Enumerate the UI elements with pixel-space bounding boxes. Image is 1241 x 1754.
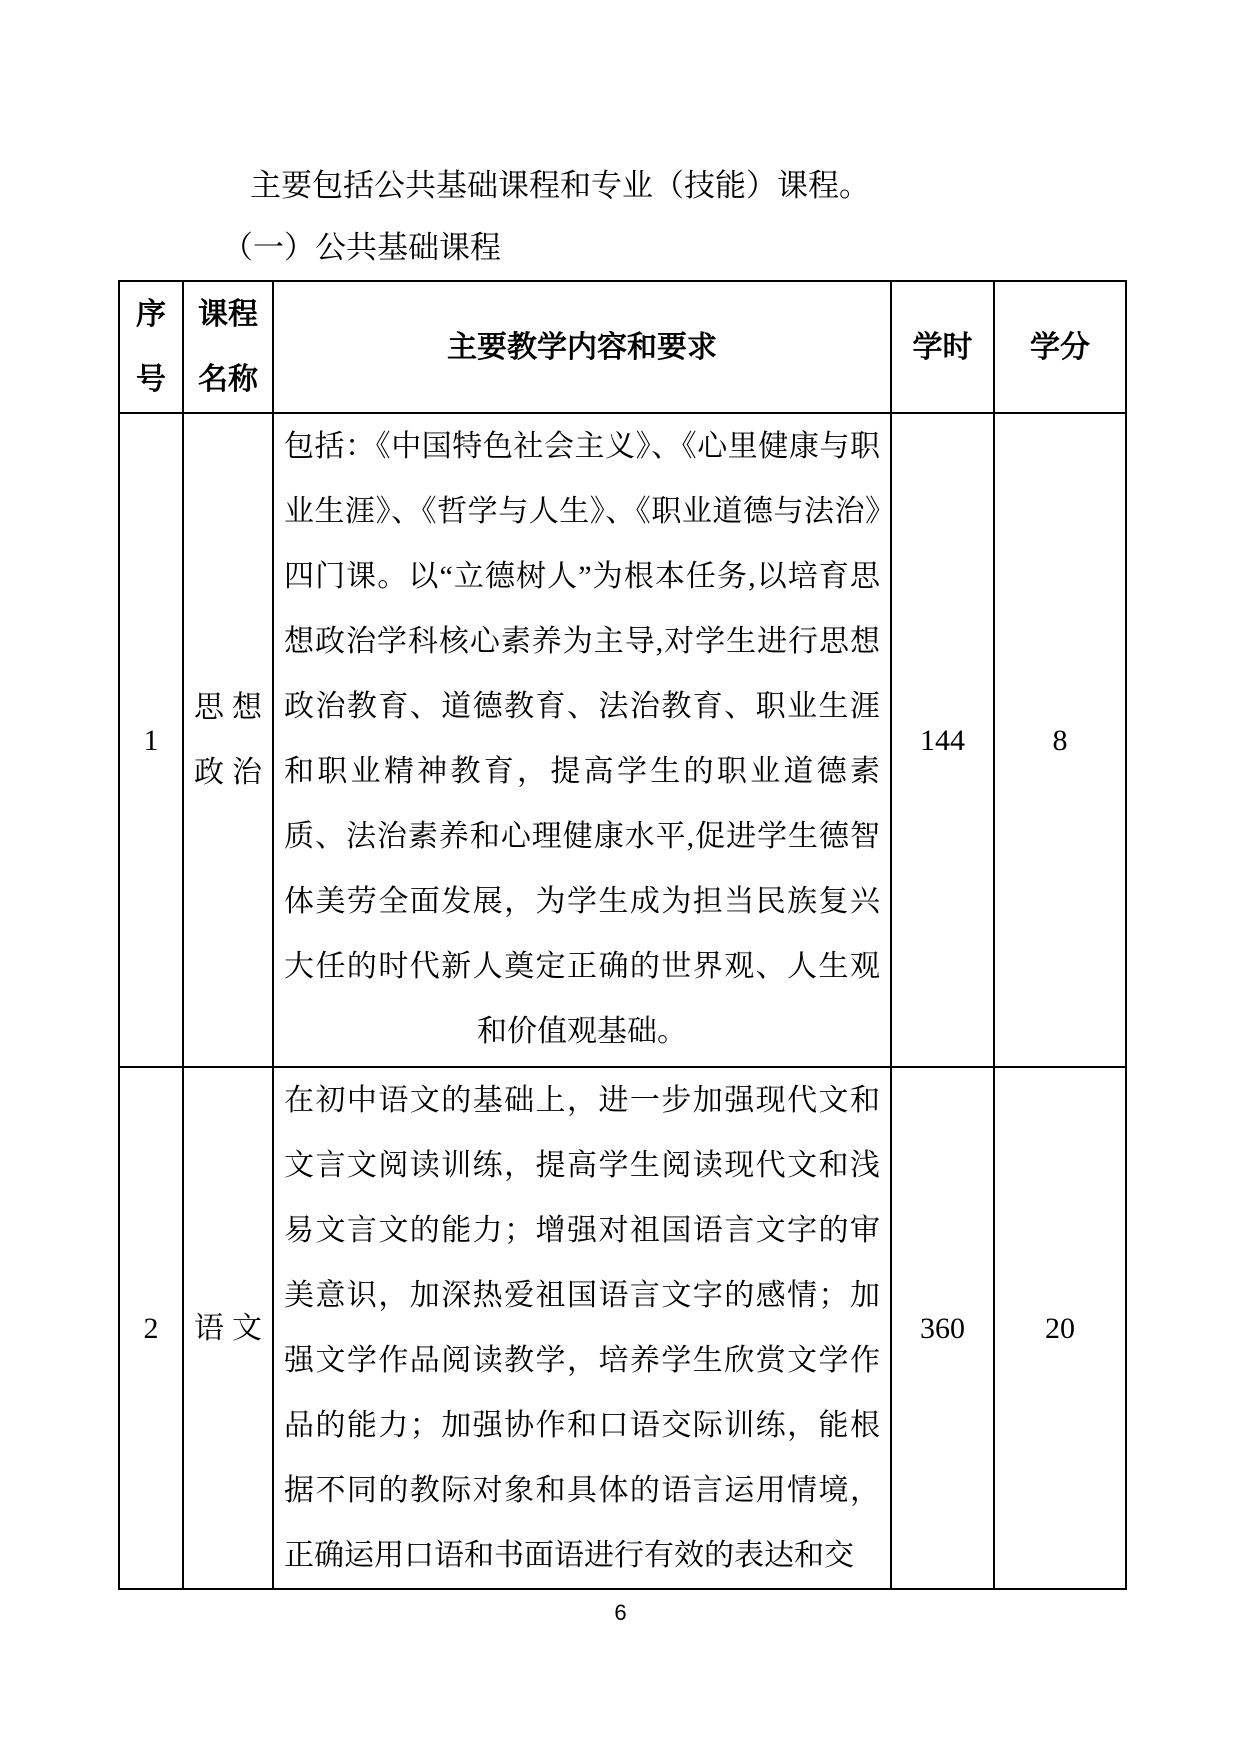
course-table [118, 280, 1127, 1590]
intro-paragraph: 主要包括公共基础课程和专业（技能）课程。 [250, 168, 870, 203]
row-course-cell: 语文 [183, 1067, 273, 1589]
header-cell-content: 主要教学内容和要求 [273, 281, 891, 413]
row-index-cell: 2 [119, 1067, 183, 1589]
header-cell-index: 序号 [119, 281, 183, 413]
row-credits-cell: 8 [994, 413, 1126, 1067]
row-course-cell: 思想政治 [183, 413, 273, 1067]
row-content-cell: 在初中语文的基础上，进一步加强现代文和文言文阅读训练，提高学生阅读现代文和浅易文言文的能力；增强对祖国语言文字的审美意识，加深热爱祖国语言文字的感情；加强文学作品阅读教学，培养学生欣赏文学作品的能力；加强协作和口语交际训练，能根据不同的教际对象和具体的语言运用情境，正确运用口语和书面语进行有效的表达和交 [273, 1067, 891, 1589]
row-credits-cell: 20 [994, 1067, 1126, 1589]
row-index-cell: 1 [119, 413, 183, 1067]
section-heading: （一）公共基础课程 [222, 230, 501, 265]
row-hours-cell: 360 [891, 1067, 994, 1589]
table-row [119, 1067, 1126, 1589]
row-hours-cell: 144 [891, 413, 994, 1067]
table-header-row [119, 281, 1126, 413]
header-cell-credits: 学分 [994, 281, 1126, 413]
header-cell-hours: 学时 [891, 281, 994, 413]
table-row [119, 413, 1126, 1067]
page-number: 6 [614, 1600, 627, 1625]
header-cell-course: 课程名称 [183, 281, 273, 413]
row-content-cell: 包括：《中国特色社会主义》、《心里健康与职业生涯》、《哲学与人生》、《职业道德与法治》四门课。以“立德树人”为根本任务,以培育思想政治学科核心素养为主导,对学生进行思想政治教育、道德教育、法治教育、职业生涯和职业精神教育，提高学生的职业道德素质、法治素养和心理健康水平,促进学生德智体美劳全面发展，为学生成为担当民族复兴大任的时代新人奠定正确的世界观、人生观和价值观基础。 [273, 413, 891, 1067]
